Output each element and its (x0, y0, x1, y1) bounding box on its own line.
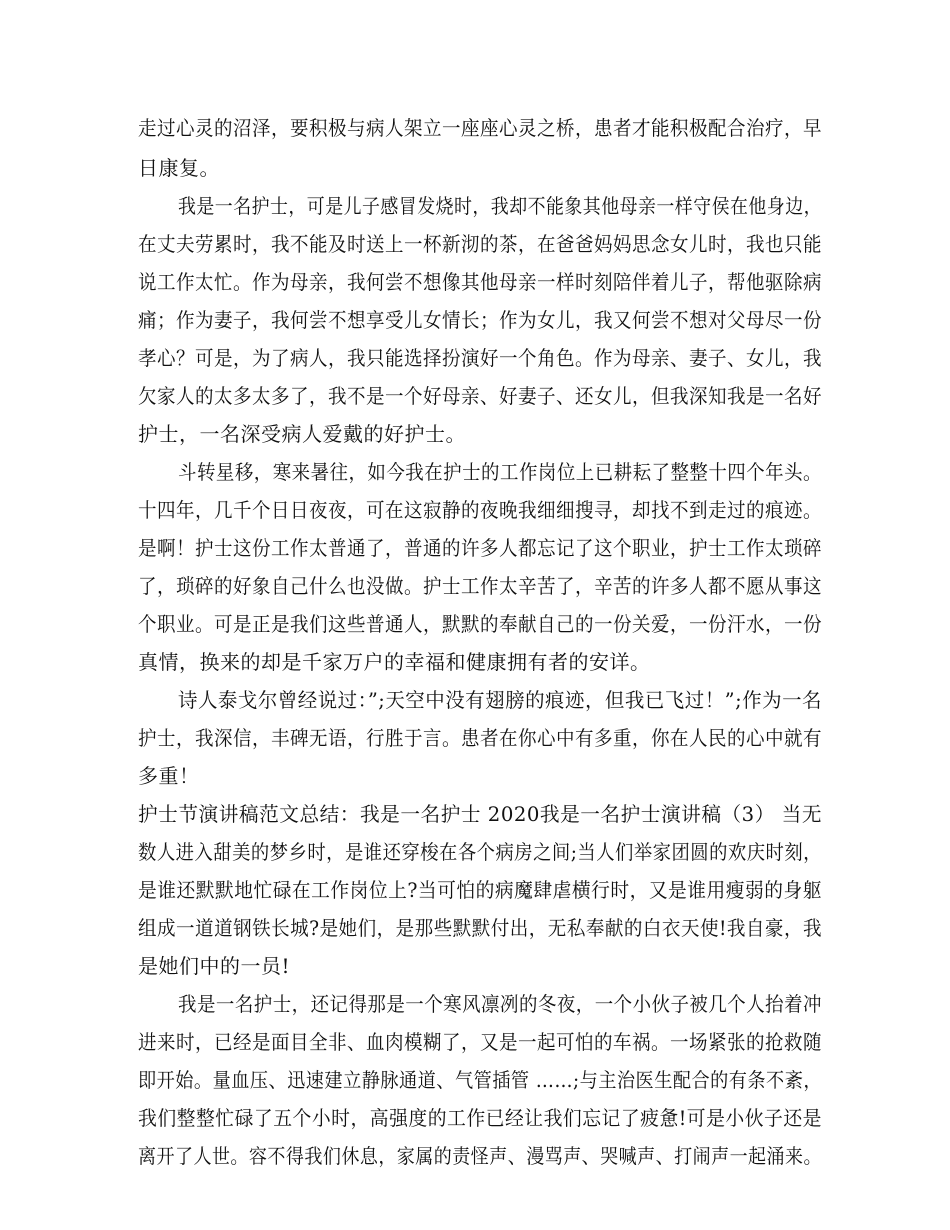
text-line: 是谁还默默地忙碌在工作岗位上?当可怕的病魔肆虐横行时，又是谁用瘦弱的身躯 (138, 878, 822, 902)
text-line: 痛；作为妻子，我何尝不想享受儿女情长；作为女儿，我又何尝不想对父母尽一份 (138, 308, 822, 332)
text-line: 离开了人世。容不得我们休息，家属的责怪声、漫骂声、哭喊声、打闹声一起涌来。 (138, 1144, 822, 1168)
text-line: 护士，一名深受病人爱戴的好护士。 (138, 422, 466, 446)
text-line: 十四年，几千个日日夜夜，可在这寂静的夜晚我细细搜寻，却找不到走过的痕迹。 (138, 498, 822, 522)
text-line: 我是一名护士，可是儿子感冒发烧时，我却不能象其他母亲一样守侯在他身边， (178, 194, 822, 218)
text-line: 我们整整忙碌了五个小时，高强度的工作已经让我们忘记了疲惫!可是小伙子还是 (138, 1106, 822, 1130)
text-line: 日康复。 (138, 156, 220, 180)
text-line: 护士节演讲稿范文总结：我是一名护士 2020我是一名护士演讲稿（3） 当无 (138, 802, 822, 826)
text-line: 是她们中的一员! (138, 954, 291, 978)
text-line: 护士，我深信，丰碑无语，行胜于言。患者在你心中有多重，你在人民的心中就有 (138, 726, 822, 750)
text-line: 个职业。可是正是我们这些普通人，默默的奉献自己的一份关爱，一份汗水，一份 (138, 612, 822, 636)
text-line: 了，琐碎的好象自己什么也没做。护士工作太辛苦了，辛苦的许多人都不愿从事这 (138, 574, 822, 598)
text-line: 组成一道道钢铁长城?是她们，是那些默默付出，无私奉献的白衣天使!我自豪，我 (138, 916, 822, 940)
text-line: 诗人泰戈尔曾经说过：”;天空中没有翅膀的痕迹，但我已飞过！”;作为一名 (178, 688, 822, 712)
text-line: 孝心？可是，为了病人，我只能选择扮演好一个角色。作为母亲、妻子、女儿，我 (138, 346, 822, 370)
text-line: 即开始。量血压、迅速建立静脉通道、气管插管 ……;与主治医生配合的有条不紊， (138, 1068, 822, 1092)
text-line: 我是一名护士，还记得那是一个寒风凛冽的冬夜，一个小伙子被几个人抬着冲 (178, 992, 822, 1016)
text-line: 走过心灵的沼泽，要积极与病人架立一座座心灵之桥，患者才能积极配合治疗，早 (138, 116, 822, 140)
text-line: 数人进入甜美的梦乡时，是谁还穿梭在各个病房之间;当人们举家团圆的欢庆时刻， (138, 840, 822, 864)
text-line: 多重！ (138, 764, 200, 788)
text-line: 是啊！护士这份工作太普通了，普通的许多人都忘记了这个职业，护士工作太琐碎 (138, 536, 822, 560)
text-line: 说工作太忙。作为母亲，我何尝不想像其他母亲一样时刻陪伴着儿子，帮他驱除病 (138, 270, 822, 294)
text-line: 进来时，已经是面目全非、血肉模糊了，又是一起可怕的车祸。一场紧张的抢救随 (138, 1030, 822, 1054)
text-line: 斗转星移，寒来暑往，如今我在护士的工作岗位上已耕耘了整整十四个年头。 (178, 460, 822, 484)
text-line: 在丈夫劳累时，我不能及时送上一杯新沏的茶，在爸爸妈妈思念女儿时，我也只能 (138, 232, 822, 256)
text-line: 真情，换来的却是千家万户的幸福和健康拥有者的安详。 (138, 650, 651, 674)
text-line: 欠家人的太多太多了，我不是一个好母亲、好妻子、还女儿，但我深知我是一名好 (138, 384, 822, 408)
